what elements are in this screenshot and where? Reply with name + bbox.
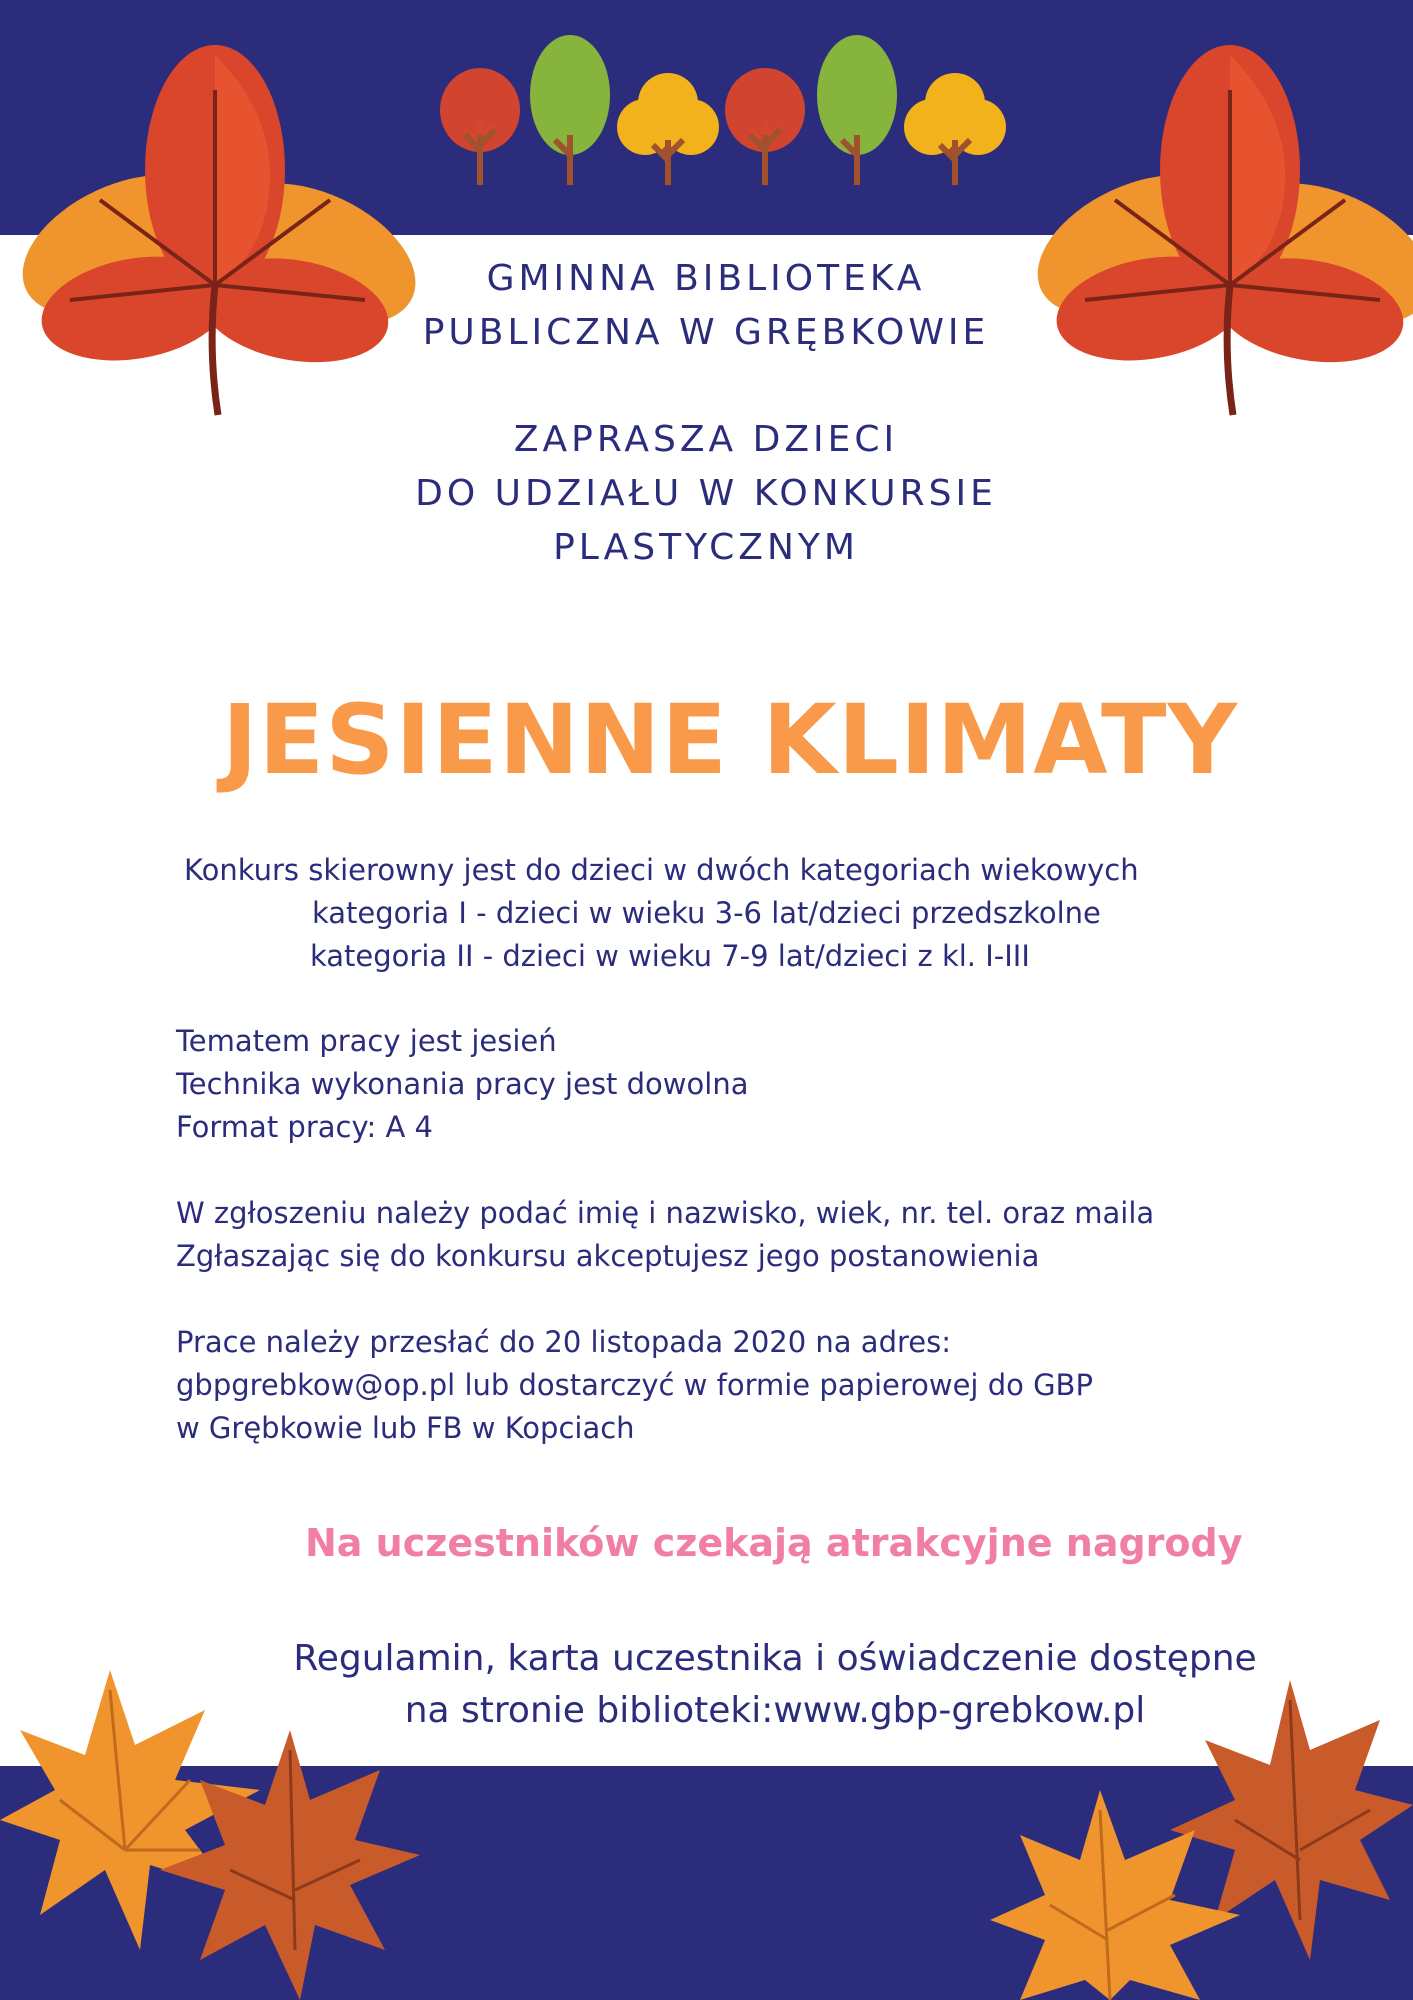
prizes-note: Na uczestników czekają atrakcyjne nagrody bbox=[305, 1521, 1243, 1565]
submission-line2: gbpgrebkow@op.pl lub dostarczyć w formie papierowej do GBP bbox=[176, 1368, 1093, 1402]
rule-technique: Technika wykonania pracy jest dowolna bbox=[176, 1067, 749, 1101]
submission-line3: w Grębkowie lub FB w Kopciach bbox=[176, 1411, 635, 1445]
rule-topic: Tematem pracy jest jesień bbox=[176, 1024, 557, 1058]
organizer-line1: GMINNA BIBLIOTEKA bbox=[486, 258, 926, 299]
category-1: kategoria I - dzieci w wieku 3-6 lat/dzieci przedszkolne bbox=[312, 896, 1101, 930]
application-line2: Zgłaszając się do konkursu akceptujesz jego postanowienia bbox=[176, 1239, 1040, 1273]
contest-title: JESIENNE KLIMATY bbox=[221, 684, 1239, 796]
application-line1: W zgłoszeniu należy podać imię i nazwisko, wiek, nr. tel. oraz maila bbox=[176, 1196, 1155, 1230]
category-2: kategoria II - dzieci w wieku 7-9 lat/dzieci z kl. I-III bbox=[310, 939, 1030, 973]
invite-line1: ZAPRASZA DZIECI bbox=[513, 419, 899, 460]
categories-intro: Konkurs skierowny jest do dzieci w dwóch kategoriach wiekowych bbox=[184, 853, 1139, 887]
organizer-line2: PUBLICZNA W GRĘBKOWIE bbox=[422, 312, 990, 353]
rule-format: Format pracy: A 4 bbox=[176, 1110, 434, 1144]
submission-line1: Prace należy przesłać do 20 listopada 2020 na adres: bbox=[176, 1325, 951, 1359]
tree-row-icon bbox=[435, 35, 1005, 195]
regulations-line1: Regulamin, karta uczestnika i oświadczenie dostępne bbox=[293, 1638, 1257, 1679]
regulations-line2: na stronie biblioteki:www.gbp-grebkow.pl bbox=[404, 1690, 1146, 1731]
chestnut-leaf-left-icon bbox=[30, 50, 410, 420]
invite-line2: DO UDZIAŁU W KONKURSIE bbox=[415, 473, 997, 514]
chestnut-leaf-right-icon bbox=[1045, 50, 1413, 420]
invite-line3: PLASTYCZNYM bbox=[553, 527, 859, 568]
